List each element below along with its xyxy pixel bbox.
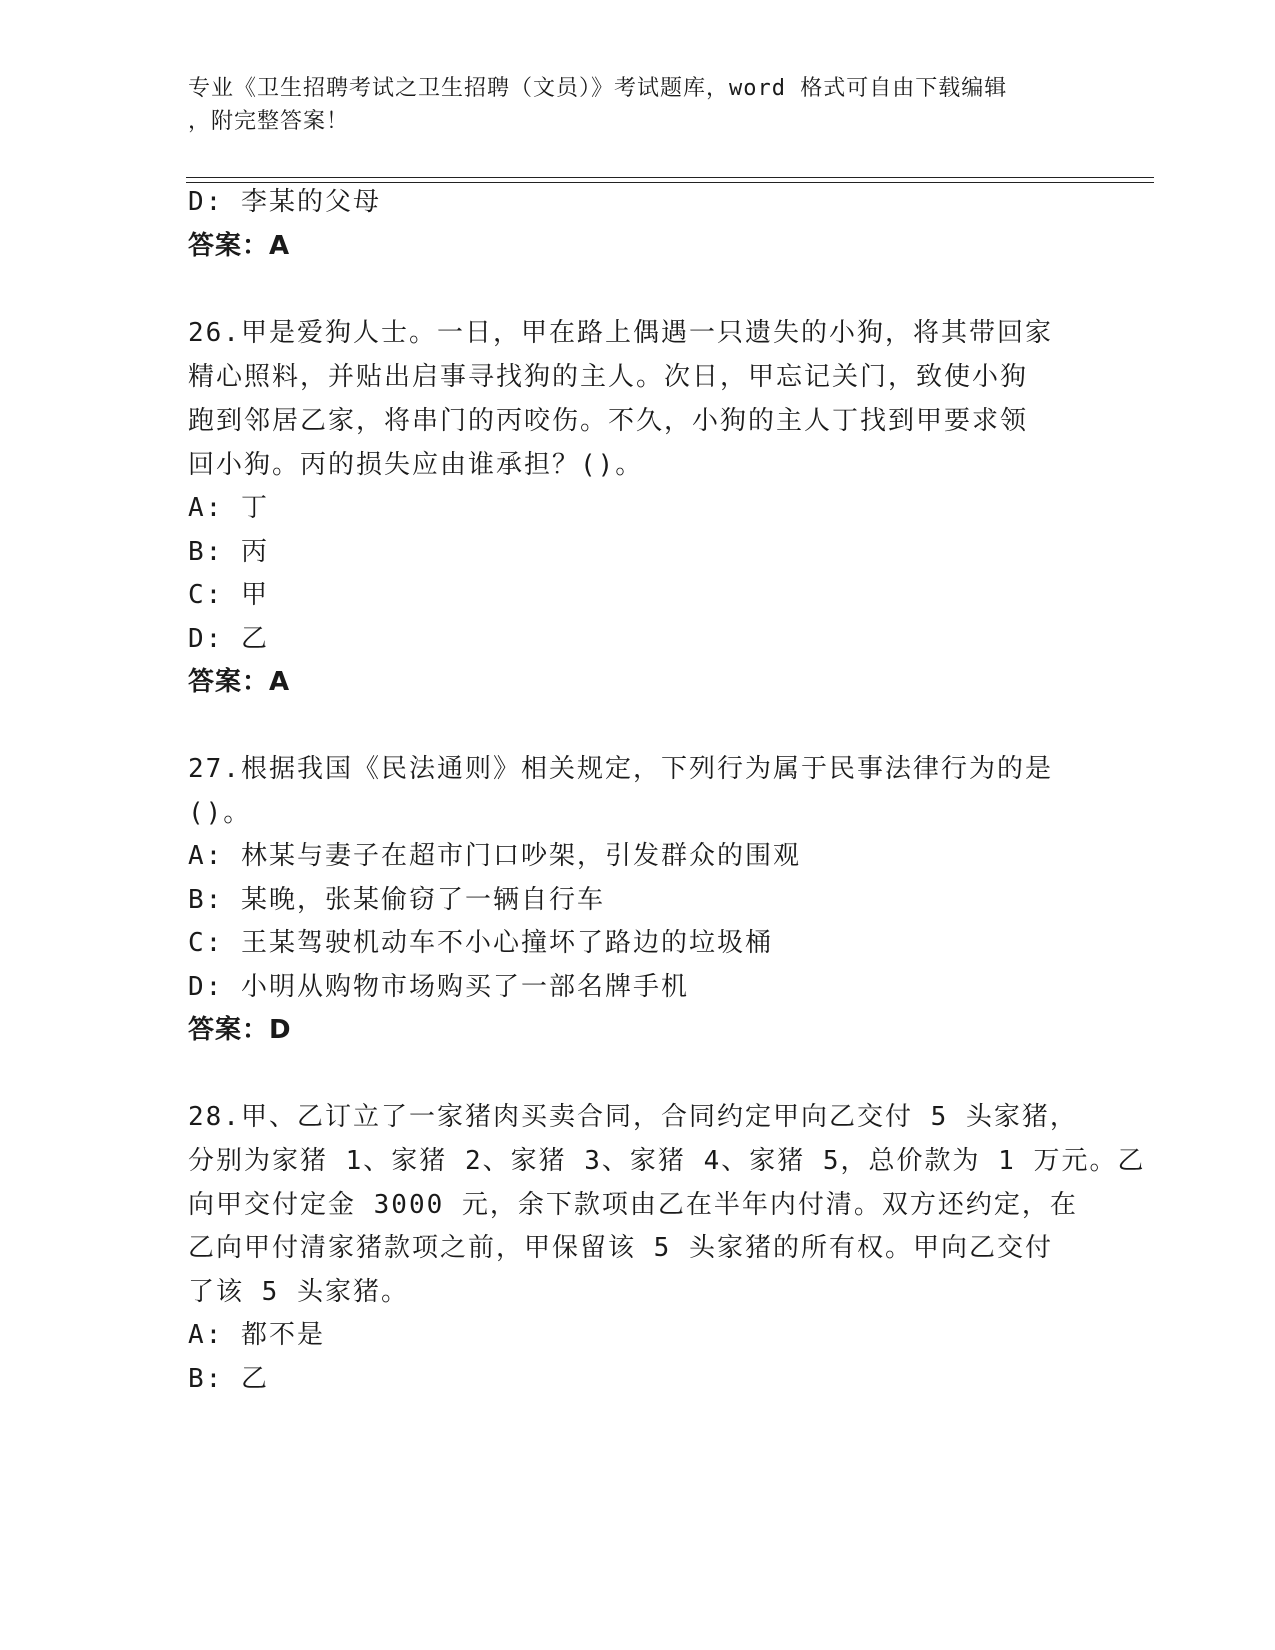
q26-option-b: B: 丙 [188, 537, 269, 567]
q28-stem-line-4: 乙向甲付清家猪款项之前，甲保留该 5 头家猪的所有权。甲向乙交付 [188, 1233, 1053, 1263]
q27-option-d: D: 小明从购物市场购买了一部名牌手机 [188, 972, 689, 1002]
q26-stem-line-4: 回小狗。丙的损失应由谁承担？()。 [188, 450, 644, 480]
q28-stem-line-5: 了该 5 头家猪。 [188, 1277, 409, 1307]
q26-option-c: C: 甲 [188, 580, 269, 610]
q26-option-a: A: 丁 [188, 493, 269, 523]
q26-stem-line-2: 精心照料，并贴出启事寻找狗的主人。次日，甲忘记关门，致使小狗 [188, 362, 1029, 392]
q28-stem-line-1: 28.甲、乙订立了一家猪肉买卖合同，合同约定甲向乙交付 5 头家猪， [188, 1102, 1078, 1132]
prev-option-d: D: 李某的父母 [188, 187, 381, 217]
q27-option-b: B: 某晚，张某偷窃了一辆自行车 [188, 885, 605, 915]
q27-stem-line-2: ()。 [188, 798, 252, 828]
header-divider-top [186, 177, 1154, 178]
q26-answer: 答案：A [188, 667, 291, 697]
q28-option-a: A: 都不是 [188, 1320, 325, 1350]
q26-option-d: D: 乙 [188, 624, 269, 654]
q27-option-c: C: 王某驾驶机动车不小心撞坏了路边的垃圾桶 [188, 928, 773, 958]
header-line-2: ，附完整答案！ [188, 109, 350, 134]
q27-option-a: A: 林某与妻子在超市门口吵架，引发群众的围观 [188, 841, 801, 871]
q26-stem-line-1: 26.甲是爱狗人士。一日，甲在路上偶遇一只遗失的小狗，将其带回家 [188, 318, 1053, 348]
q28-stem-line-2: 分别为家猪 1、家猪 2、家猪 3、家猪 4、家猪 5，总价款为 1 万元。乙 [188, 1146, 1146, 1176]
q28-stem-line-3: 向甲交付定金 3000 元，余下款项由乙在半年内付清。双方还约定，在 [188, 1190, 1078, 1220]
q27-answer: 答案：D [188, 1015, 292, 1045]
q26-stem-line-3: 跑到邻居乙家，将串门的丙咬伤。不久，小狗的主人丁找到甲要求领 [188, 406, 1029, 436]
header-divider-bottom [186, 182, 1154, 183]
q27-stem-line-1: 27.根据我国《民法通则》相关规定，下列行为属于民事法律行为的是 [188, 754, 1053, 784]
prev-answer: 答案：A [188, 231, 291, 261]
q28-option-b: B: 乙 [188, 1364, 269, 1394]
header-line-1: 专业《卫生招聘考试之卫生招聘（文员）》考试题库，word 格式可自由下载编辑 [188, 76, 1008, 101]
page-header [188, 72, 1068, 138]
